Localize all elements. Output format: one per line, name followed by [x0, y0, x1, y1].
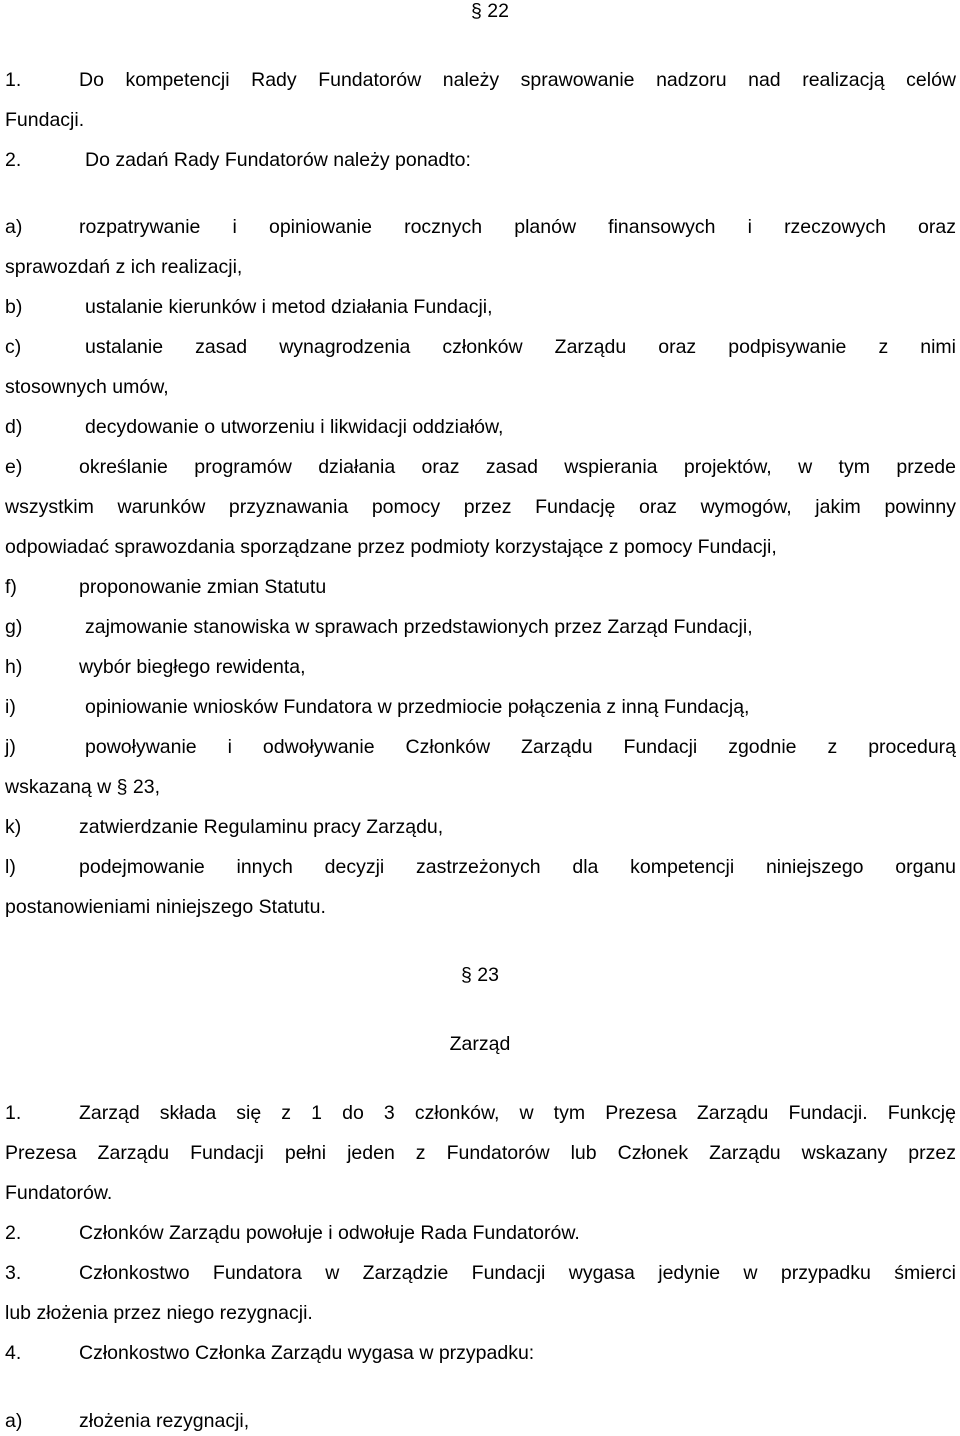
s22-item-l-line2: postanowieniami niniejszego Statutu. [5, 896, 326, 918]
s22-item-i-label: i) [5, 696, 16, 718]
s22-item-f [5, 573, 956, 601]
s22-item-l-line1 [5, 853, 956, 881]
s22-item-b-label: b) [5, 296, 23, 318]
s22-item-l-label: l) [5, 856, 16, 878]
s23-p2 [5, 1219, 956, 1247]
s23-p1-line1 [5, 1099, 956, 1127]
s22-item-d-label: d) [5, 416, 23, 438]
s23-p3-text1: Członkostwo Fundatora w Zarządzie Fundacji wygasa jedynie w przypadku śmierci [79, 1262, 956, 1284]
s22-item-k-text: zatwierdzanie Regulaminu pracy Zarządu, [79, 816, 444, 838]
s22-item-j-label: j) [5, 736, 16, 758]
s22-p1-line1 [5, 66, 956, 94]
s22-p2 [5, 146, 956, 174]
s23-p4 [5, 1339, 956, 1367]
s23-p4-text: Członkostwo Członka Zarządu wygasa w przypadku: [79, 1342, 535, 1364]
s23-p3-num: 3. [5, 1262, 22, 1284]
s22-item-d [5, 413, 956, 441]
s22-item-c-line1 [5, 333, 956, 361]
s22-p1-line2: Fundacji. [5, 109, 85, 131]
s23-p3-line1 [5, 1259, 956, 1287]
s22-item-j-line2: wskazaną w § 23, [5, 776, 161, 798]
s22-item-a-line1 [5, 213, 956, 241]
s22-item-j-line1 [5, 733, 956, 761]
s22-item-g-label: g) [5, 616, 23, 638]
s22-item-e-line3: odpowiadać sprawozdania sporządzane przez podmioty korzystające z pomocy Fundacji, [5, 536, 777, 558]
s22-p1-text1: Do kompetencji Rady Fundatorów należy sprawowanie nadzoru nad realizacją celów [79, 69, 956, 91]
s23-p4-num: 4. [5, 1342, 22, 1364]
section-22-heading: § 22 [471, 0, 509, 22]
s22-item-a-line2: sprawozdań z ich realizacji, [5, 256, 243, 278]
section-23-title: Zarząd [449, 1033, 511, 1055]
s23-p1-num: 1. [5, 1102, 22, 1124]
s22-item-i [5, 693, 956, 721]
s22-item-j-text1: powoływanie i odwoływanie Członków Zarządu Fundacji zgodnie z procedurą [85, 736, 956, 758]
s23-p1-line3: Fundatorów. [5, 1182, 113, 1204]
s22-item-k-label: k) [5, 816, 22, 838]
s22-item-i-text: opiniowanie wniosków Fundatora w przedmiocie połączenia z inną Fundacją, [85, 696, 750, 718]
s22-item-e-line1 [5, 453, 956, 481]
s22-item-a-text1: rozpatrywanie i opiniowanie rocznych planów finansowych i rzeczowych oraz [79, 216, 956, 238]
s22-item-h-label: h) [5, 656, 23, 678]
s22-item-b-text: ustalanie kierunków i metod działania Fundacji, [85, 296, 493, 318]
s22-p2-num: 2. [5, 149, 22, 171]
s23-p1-line2: Prezesa Zarządu Fundacji pełni jeden z Fundatorów lub Członek Zarządu wskazany przez [5, 1142, 956, 1164]
s23-p2-text: Członków Zarządu powołuje i odwołuje Rada Fundatorów. [79, 1222, 580, 1244]
s22-item-h [5, 653, 956, 681]
s23-item-a-text: złożenia rezygnacji, [79, 1410, 250, 1432]
s23-p2-num: 2. [5, 1222, 22, 1244]
s22-item-l-text1: podejmowanie innych decyzji zastrzeżonych dla kompetencji niniejszego organu [79, 856, 956, 878]
s22-item-b [5, 293, 956, 321]
s23-p1-text1: Zarząd składa się z 1 do 3 członków, w tym Prezesa Zarządu Fundacji. Funkcję [79, 1102, 956, 1124]
s23-p3-line2: lub złożenia przez niego rezygnacji. [5, 1302, 313, 1324]
s22-item-k [5, 813, 956, 841]
s22-item-e-text1: określanie programów działania oraz zasad wspierania projektów, w tym przede [79, 456, 956, 478]
s22-item-c-label: c) [5, 336, 22, 358]
s22-item-h-text: wybór biegłego rewidenta, [79, 656, 306, 678]
s22-item-c-line2: stosownych umów, [5, 376, 169, 398]
s22-item-f-text: proponowanie zmian Statutu [79, 576, 327, 598]
s23-item-a-label: a) [5, 1410, 23, 1432]
s22-p1-num: 1. [5, 69, 22, 91]
s23-item-a [5, 1407, 956, 1435]
s22-item-g-text: zajmowanie stanowiska w sprawach przedstawionych przez Zarząd Fundacji, [85, 616, 753, 638]
s22-item-e-line2: wszystkim warunków przyznawania pomocy przez Fundację oraz wymogów, jakim powinny [5, 496, 956, 518]
s22-item-f-label: f) [5, 576, 17, 598]
s22-item-d-text: decydowanie o utworzeniu i likwidacji oddziałów, [85, 416, 504, 438]
s22-p2-text: Do zadań Rady Fundatorów należy ponadto: [85, 149, 471, 171]
s22-item-e-label: e) [5, 456, 23, 478]
section-23-heading: § 23 [461, 964, 499, 986]
s22-item-g [5, 613, 956, 641]
s22-item-c-text1: ustalanie zasad wynagrodzenia członków Zarządu oraz podpisywanie z nimi [85, 336, 956, 358]
s22-item-a-label: a) [5, 216, 23, 238]
